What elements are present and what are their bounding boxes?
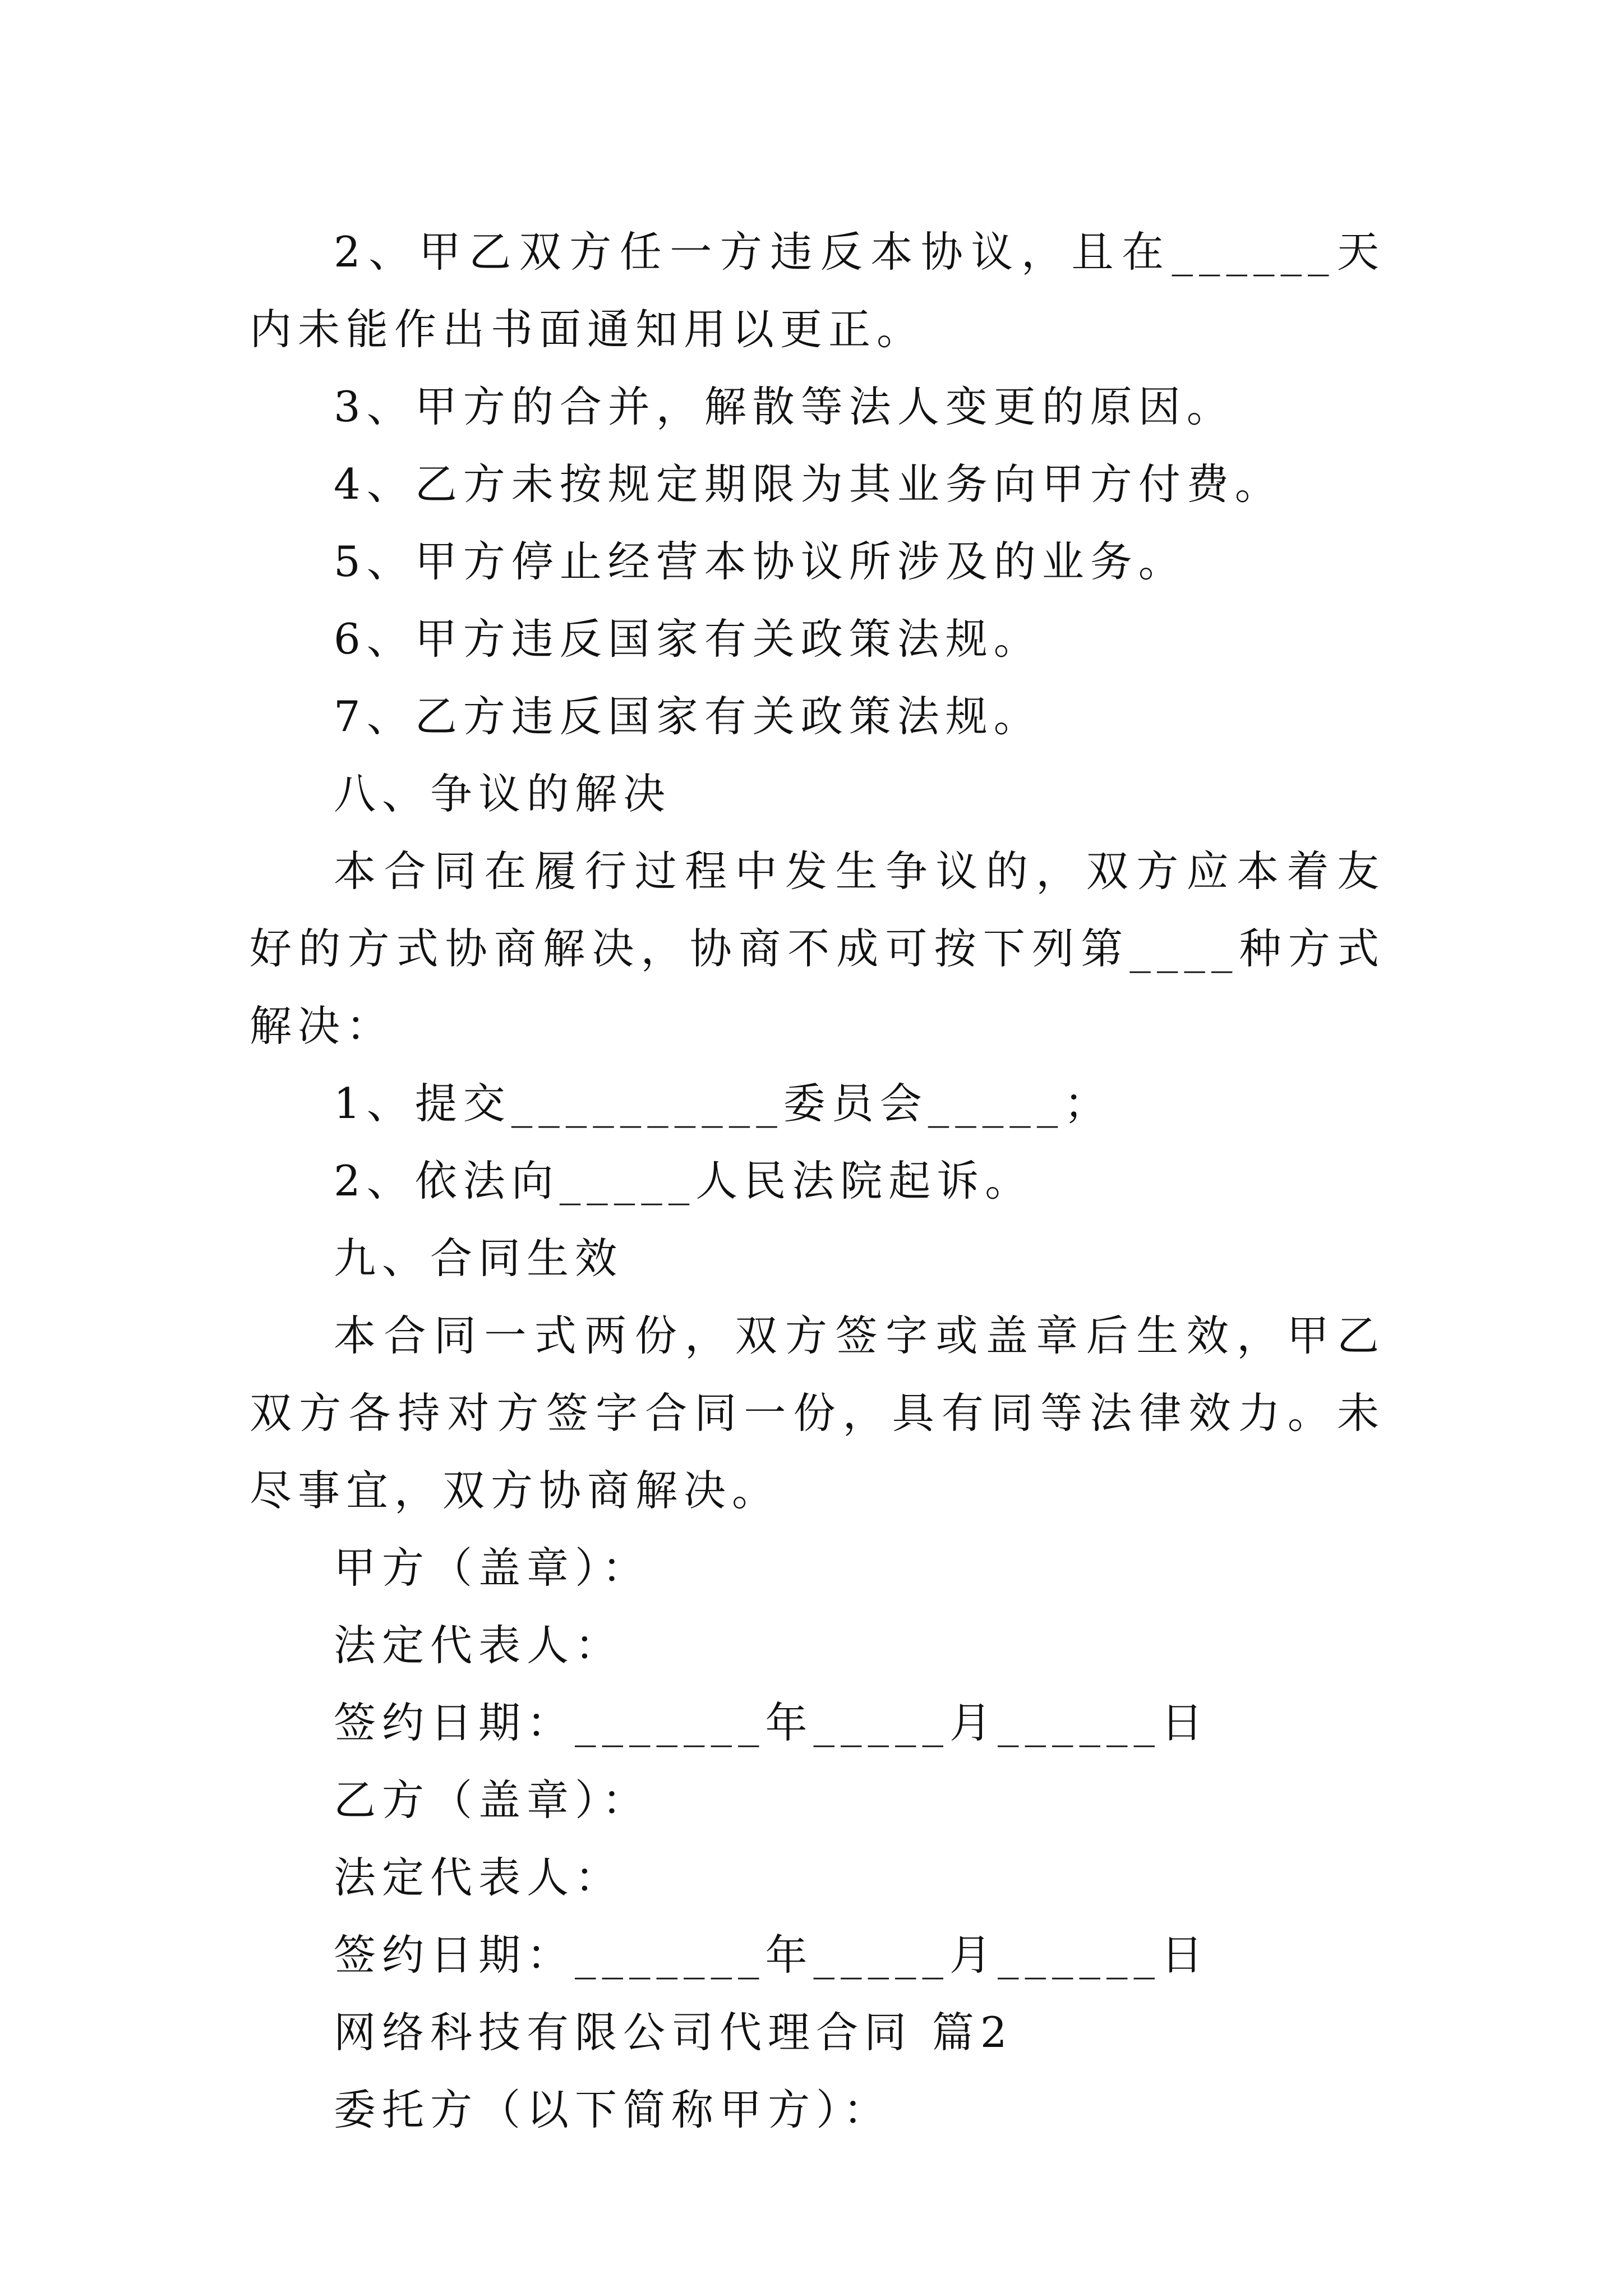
party-intro: 委托方（以下简称甲方）： xyxy=(334,2085,892,2134)
clause-paragraph: 2、依法向_____人民法院起诉。 xyxy=(334,1156,1034,1205)
clause-paragraph: 6、甲方违反国家有关政策法规。 xyxy=(334,614,1042,664)
signature-party-b: 乙方（盖章）： xyxy=(334,1775,651,1825)
clause-paragraph: 5、甲方停止经营本协议所涉及的业务。 xyxy=(334,537,1187,586)
signature-date-a: 签约日期：_______年_____月______日 xyxy=(334,1698,1210,1747)
signature-legal-rep-a: 法定代表人： xyxy=(334,1621,624,1670)
clause-paragraph: 本合同一式两份，双方签字或盖章后生效，甲乙双方各持对方签字合同一份，具有同等法律效力。未尽事宜，双方协商解决。 xyxy=(250,1311,1385,1515)
signature-legal-rep-b: 法定代表人： xyxy=(334,1853,624,1902)
clause-paragraph: 1、提交__________委员会_____； xyxy=(334,1079,1113,1128)
document-title: 网络科技有限公司代理合同 篇2 xyxy=(334,2008,1013,2057)
clause-paragraph: 本合同在履行过程中发生争议的，双方应本着友好的方式协商解决，协商不成可按下列第____种方式解决： xyxy=(250,846,1385,1051)
clause-paragraph: 2、甲乙双方任一方违反本协议，且在______天内未能作出书面通知用以更正。 xyxy=(250,227,1385,354)
clause-paragraph: 3、甲方的合并，解散等法人变更的原因。 xyxy=(334,382,1235,431)
document-body xyxy=(250,213,1385,2148)
signature-party-a: 甲方（盖章）： xyxy=(334,1543,651,1593)
signature-date-b: 签约日期：_______年_____月______日 xyxy=(334,1930,1210,1980)
clause-paragraph: 4、乙方未按规定期限为其业务向甲方付费。 xyxy=(334,459,1283,509)
section-heading: 八、争议的解决 xyxy=(334,769,672,818)
clause-paragraph: 7、乙方违反国家有关政策法规。 xyxy=(334,692,1042,741)
section-heading: 九、合同生效 xyxy=(334,1234,624,1283)
